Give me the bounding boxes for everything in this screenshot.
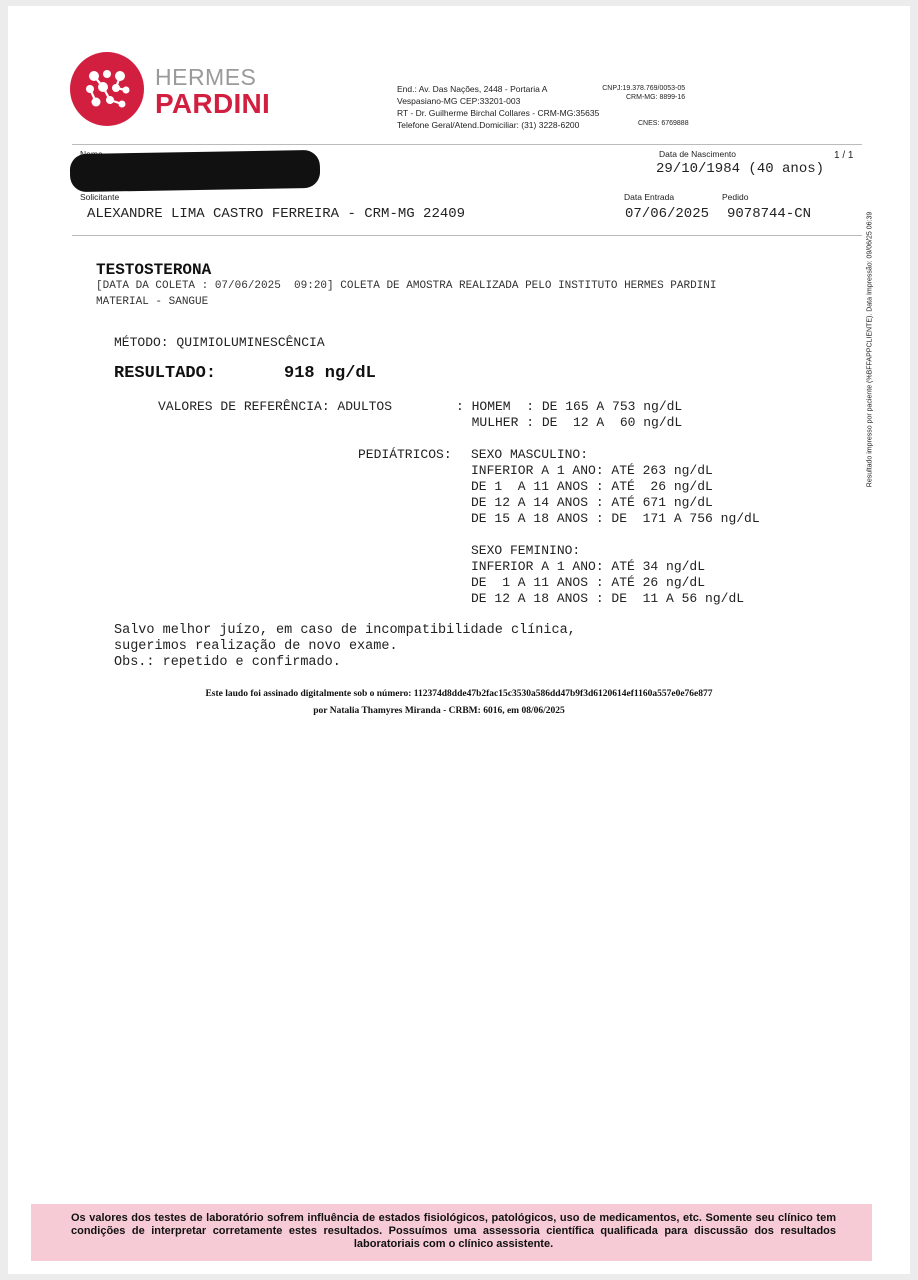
page-number: 1 / 1 xyxy=(834,150,854,161)
cnpj: CNPJ:19.378.769/0053-05 xyxy=(602,85,686,92)
digital-signature-line: Este laudo foi assinado digitalmente sob o número: 112374d8dde47b2fac15c3530a586dd47b9f3d6120614ef1160a557e0e76e877 xyxy=(205,689,713,699)
male-reference xyxy=(471,447,760,527)
divider xyxy=(72,235,862,236)
entry-label: Data Entrada xyxy=(624,192,675,202)
footer-text: Os valores dos testes de laboratório sofrem influência de estados fisiológicos, patológicos, uso de medicamentos, etc. Somente seu clínico tem condições de interpretar corretamente estes resultados. Possuímos uma assessoria científica qualificada para discussão dos resultados laboratoriais com o clínico assistente. xyxy=(71,1212,836,1250)
requester-label: Solicitante xyxy=(80,192,120,202)
ref-line: DE 12 A 14 ANOS : ATÉ 671 ng/dL xyxy=(471,495,713,510)
ref-line: DE 1 A 11 ANOS : ATÉ 26 ng/dL xyxy=(471,479,713,494)
note-line: Obs.: repetido e confirmado. xyxy=(114,655,341,670)
order-label: Pedido xyxy=(722,192,749,202)
ref-line: : HOMEM : DE 165 A 753 ng/dL xyxy=(456,399,683,414)
signer-line: por Natalia Thamyres Miranda - CRBM: 6016, em 08/06/2025 xyxy=(313,706,565,716)
brand-hermes: HERMES xyxy=(155,64,257,90)
birth-label: Data de Nascimento xyxy=(659,149,737,159)
method: MÉTODO: QUIMIOLUMINESCÊNCIA xyxy=(114,335,325,350)
address-line: End.: Av. Das Nações, 2448 - Portaria A xyxy=(397,84,548,94)
redacted-name xyxy=(70,150,321,192)
note-line: Salvo melhor juízo, em caso de incompatibilidade clínica, xyxy=(114,623,576,638)
notes xyxy=(114,623,576,671)
exam-title: TESTOSTERONA xyxy=(96,261,212,279)
material-info: MATERIAL - SANGUE xyxy=(96,296,209,308)
birth-date: 29/10/1984 (40 anos) xyxy=(656,161,825,177)
order-number: 9078744-CN xyxy=(727,206,812,222)
ref-line: DE 15 A 18 ANOS : DE 171 A 756 ng/dL xyxy=(471,511,760,526)
address-line: Vespasiano-MG CEP:33201-003 xyxy=(397,96,521,106)
divider xyxy=(72,144,862,145)
reference-label: VALORES DE REFERÊNCIA: ADULTOS xyxy=(158,399,393,414)
result-value: 918 ng/dL xyxy=(284,364,376,383)
ref-line: DE 1 A 11 ANOS : ATÉ 26 ng/dL xyxy=(471,575,706,590)
ref-line: DE 12 A 18 ANOS : DE 11 A 56 ng/dL xyxy=(471,591,745,606)
requester-value: ALEXANDRE LIMA CASTRO FERREIRA - CRM-MG 22409 xyxy=(87,206,466,222)
lab-address xyxy=(397,83,599,131)
lab-registration xyxy=(598,84,685,102)
print-info-text: Resultado impresso por paciente (%BFFAPPCLIENTE). Data Impressão: 09/06/25 06:39 xyxy=(866,211,874,488)
pediatric-label: PEDIÁTRICOS: xyxy=(358,447,452,462)
crm: CRM-MG: 8899-16 xyxy=(626,94,686,101)
note-line: sugerimos realização de novo exame. xyxy=(114,639,398,654)
address-line: RT - Dr. Guilherme Birchal Collares - CRM-MG:35635 xyxy=(397,108,600,118)
ref-line: INFERIOR A 1 ANO: ATÉ 34 ng/dL xyxy=(471,559,706,574)
footer-disclaimer xyxy=(31,1204,872,1261)
address-line: Telefone Geral/Atend.Domiciliar: (31) 3228-6200 xyxy=(397,120,580,130)
ref-line: INFERIOR A 1 ANO: ATÉ 263 ng/dL xyxy=(471,463,713,478)
print-info-side xyxy=(866,190,874,510)
result-label: RESULTADO: xyxy=(114,364,217,383)
female-reference xyxy=(471,543,744,607)
hermes-pardini-logo-icon xyxy=(70,52,144,126)
male-header: SEXO MASCULINO: xyxy=(471,447,589,462)
report-page xyxy=(8,6,910,1274)
collection-info: [DATA DA COLETA : 07/06/2025 09:20] COLETA DE AMOSTRA REALIZADA PELO INSTITUTO HERMES PARDINI xyxy=(96,280,717,292)
female-header: SEXO FEMININO: xyxy=(471,543,581,558)
entry-date: 07/06/2025 xyxy=(625,206,710,222)
adult-reference xyxy=(456,399,682,431)
cnes: CNES: 6769888 xyxy=(638,120,689,127)
ref-line: MULHER : DE 12 A 60 ng/dL xyxy=(456,415,683,430)
brand-pardini: PARDINI xyxy=(155,88,271,119)
